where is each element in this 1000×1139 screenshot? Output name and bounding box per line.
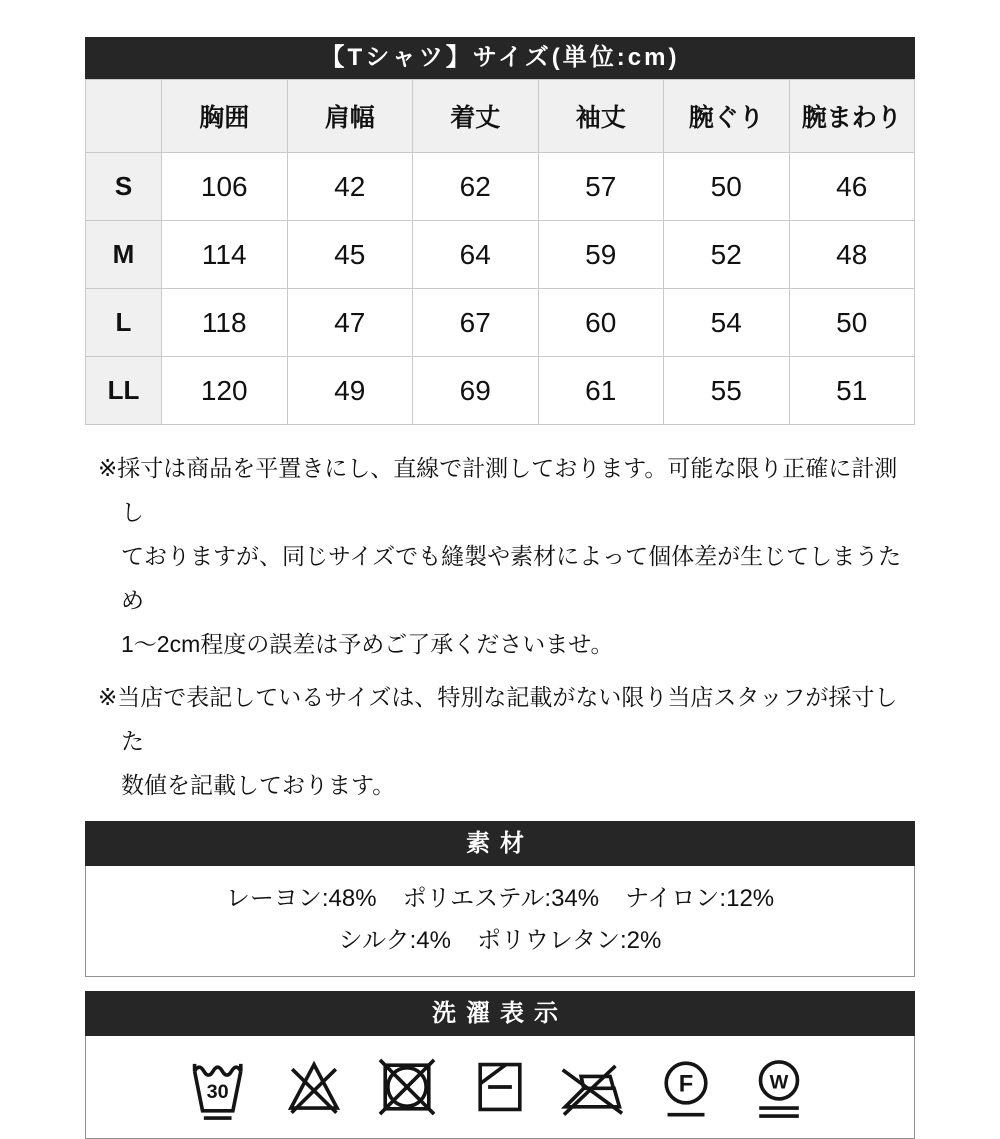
do-not-tumble-dry-icon	[374, 1050, 440, 1124]
material-item: ナイロン:12%	[625, 885, 775, 912]
size-value-cell: 69	[413, 357, 539, 425]
size-value-cell: 45	[287, 221, 413, 289]
table-row-s	[86, 153, 915, 221]
size-chart-title: 【Tシャツ】サイズ(単位:cm)	[320, 44, 680, 71]
size-value-cell: 60	[538, 289, 664, 357]
size-row-label: M	[86, 221, 162, 289]
size-value-cell: 48	[789, 221, 915, 289]
corner-cell	[86, 80, 162, 153]
size-row-label: LL	[86, 357, 162, 425]
measurement-note	[85, 446, 915, 666]
size-value-cell: 114	[162, 221, 288, 289]
table-row-m	[86, 221, 915, 289]
size-value-cell: 42	[287, 153, 413, 221]
material-item: シルク:4%	[338, 927, 451, 954]
column-header-sleeve: 袖丈	[538, 80, 664, 153]
size-value-cell: 61	[538, 357, 664, 425]
size-value-cell: 120	[162, 357, 288, 425]
care-header-bar: 洗濯表示	[85, 991, 915, 1036]
size-chart-section	[85, 37, 915, 425]
size-value-cell: 54	[664, 289, 790, 357]
do-not-iron-icon	[560, 1050, 626, 1124]
size-value-cell: 118	[162, 289, 288, 357]
material-section	[85, 821, 915, 977]
wash-30-gentle-icon	[188, 1050, 254, 1124]
wet-clean-w-icon	[746, 1050, 812, 1124]
size-value-cell: 62	[413, 153, 539, 221]
table-row-ll	[86, 357, 915, 425]
table-row-l	[86, 289, 915, 357]
size-guide-page	[85, 0, 915, 1139]
size-value-cell: 64	[413, 221, 539, 289]
material-line	[86, 920, 914, 962]
note-line: ※当店で表記しているサイズは、特別な記載がない限り当店スタッフが採寸した	[98, 684, 898, 754]
size-value-cell: 50	[789, 289, 915, 357]
size-value-cell: 106	[162, 153, 288, 221]
svg-text:30: 30	[206, 1081, 229, 1104]
staff-sizing-note	[85, 675, 915, 807]
material-composition	[86, 866, 914, 976]
material-item: ポリウレタン:2%	[476, 927, 662, 954]
size-row-label: L	[86, 289, 162, 357]
svg-text:F: F	[678, 1070, 694, 1098]
material-item: レーヨン:48%	[225, 885, 377, 912]
size-table	[85, 79, 915, 425]
column-header-chest: 胸囲	[162, 80, 288, 153]
note-line: ておりますが、同じサイズでも縫製や素材によって個体差が生じてしまうため	[121, 543, 902, 613]
material-line	[86, 878, 914, 920]
size-value-cell: 59	[538, 221, 664, 289]
size-value-cell: 47	[287, 289, 413, 357]
size-value-cell: 50	[664, 153, 790, 221]
note-line: 1〜2cm程度の誤差は予めご了承くださいませ。	[121, 631, 614, 657]
size-value-cell: 57	[538, 153, 664, 221]
size-value-cell: 67	[413, 289, 539, 357]
care-section	[85, 991, 915, 1139]
care-symbols-row	[86, 1036, 914, 1138]
svg-text:W: W	[769, 1071, 789, 1094]
column-header-length: 着丈	[413, 80, 539, 153]
size-chart-title-bar	[85, 37, 915, 79]
size-value-cell: 51	[789, 357, 915, 425]
size-row-label: S	[86, 153, 162, 221]
size-value-cell: 46	[789, 153, 915, 221]
column-header-armhole: 腕ぐり	[664, 80, 790, 153]
size-value-cell: 49	[287, 357, 413, 425]
size-value-cell: 55	[664, 357, 790, 425]
note-line: 数値を記載しております。	[121, 772, 396, 798]
dry-clean-f-icon	[653, 1050, 719, 1124]
material-header-bar: 素材	[85, 821, 915, 866]
material-item: ポリエステル:34%	[402, 885, 600, 912]
column-header-shoulder: 肩幅	[287, 80, 413, 153]
note-line: ※採寸は商品を平置きにし、直線で計測しております。可能な限り正確に計測し	[98, 455, 898, 525]
size-table-header-row	[86, 80, 915, 153]
size-value-cell: 52	[664, 221, 790, 289]
do-not-bleach-icon	[281, 1050, 347, 1124]
column-header-arm: 腕まわり	[789, 80, 915, 153]
dry-flat-in-shade-icon	[467, 1050, 533, 1124]
